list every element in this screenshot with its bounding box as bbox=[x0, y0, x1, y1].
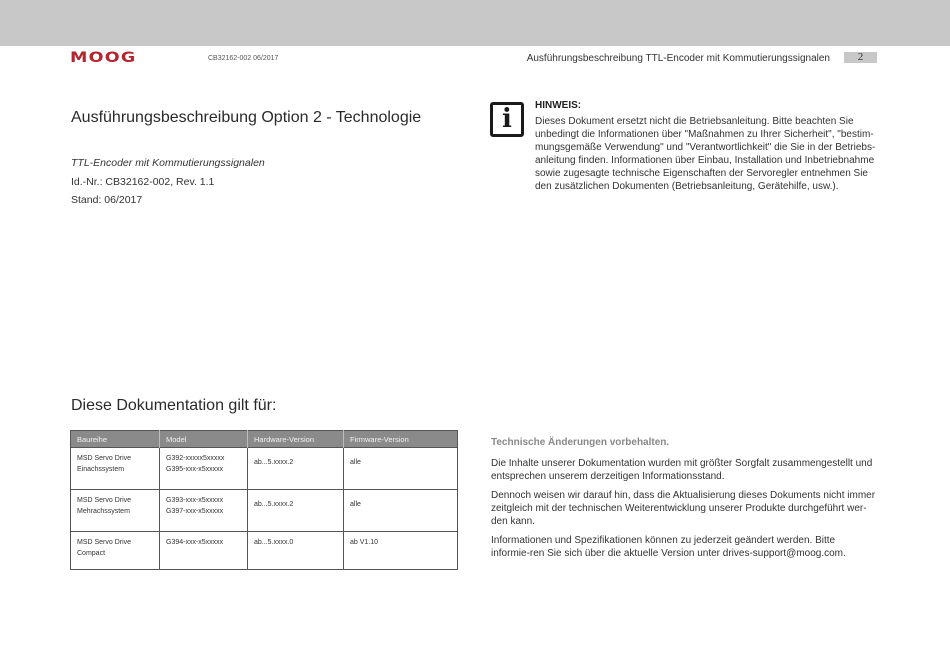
notice-line: mungsgemäße Verwendung" und "Verantwortlichkeit" die Sie in der Betriebs- bbox=[535, 142, 876, 153]
paragraph-line: zeitgleich mit der technischen Weiterentwicklung unserer Produkte durchgeführt wer- bbox=[491, 503, 867, 514]
notice-text bbox=[535, 115, 877, 193]
cell-series bbox=[71, 448, 160, 490]
paragraph-line: Die Inhalte unserer Dokumentation wurden mit größter Sorgfalt zusammengestellt und bbox=[491, 458, 873, 469]
validity-table bbox=[70, 430, 458, 570]
notice-line: unbedingt die Informationen über "Maßnahmen zu Ihrer Sicherheit", "bestim- bbox=[535, 129, 874, 140]
changes-paragraph-2 bbox=[491, 489, 881, 528]
cell-firmware: ab V1.10 bbox=[344, 532, 458, 570]
series-line: Compact bbox=[77, 550, 106, 557]
paragraph-line: entsprechen unserem derzeitigen Informationsstand. bbox=[491, 471, 725, 482]
header-title: Ausführungsbeschreibung TTL-Encoder mit Kommutierungssignalen bbox=[526, 53, 830, 64]
table-row bbox=[71, 448, 458, 490]
notice-line: Dieses Dokument ersetzt nicht die Betriebsanleitung. Bitte beachten Sie bbox=[535, 116, 854, 127]
page-number: 2 bbox=[844, 52, 877, 63]
doc-reference: CB32162-002 06/2017 bbox=[208, 55, 279, 62]
top-bar bbox=[0, 0, 950, 46]
moog-logo: MOOG bbox=[70, 50, 137, 66]
column-header-model: Model bbox=[160, 431, 248, 448]
paragraph-line: den kann. bbox=[491, 516, 535, 527]
changes-heading: Technische Änderungen vorbehalten. bbox=[491, 437, 670, 448]
column-header-hardware: Hardware-Version bbox=[248, 431, 344, 448]
model-line: G393-xxx-x5xxxxx bbox=[166, 497, 224, 504]
cell-model bbox=[160, 448, 248, 490]
notice-line: sowie zugesagte technische Eigenschaften der Servoregler entnehmen Sie bbox=[535, 168, 868, 179]
cell-hardware: ab...5.xxxx.0 bbox=[248, 532, 344, 570]
notice-line: den zusätzlichen Dokumenten (Betriebsanleitung, Gerätehilfe, usw.). bbox=[535, 181, 839, 192]
series-line: MSD Servo Drive bbox=[77, 539, 132, 546]
cell-series bbox=[71, 532, 160, 570]
cell-model bbox=[160, 490, 248, 532]
paragraph-line: Dennoch weisen wir darauf hin, dass die Aktualisierung dieses Dokuments nicht immer bbox=[491, 490, 876, 501]
paragraph-line: informie-ren Sie sich über die aktuelle Version unter drives-support@moog.com. bbox=[491, 548, 846, 559]
document-id: Id.-Nr.: CB32162-002, Rev. 1.1 bbox=[71, 176, 215, 188]
model-line: G395-xxx-x5xxxxx bbox=[166, 466, 224, 473]
cell-series bbox=[71, 490, 160, 532]
cell-model bbox=[160, 532, 248, 570]
info-glyph: i bbox=[502, 104, 512, 134]
document-title: Ausführungsbeschreibung Option 2 - Technologie bbox=[71, 109, 422, 126]
cell-hardware: ab...5.xxxx.2 bbox=[248, 448, 344, 490]
table-row bbox=[71, 490, 458, 532]
cell-hardware: ab...5.xxxx.2 bbox=[248, 490, 344, 532]
changes-paragraph-3 bbox=[491, 534, 881, 560]
series-line: MSD Servo Drive bbox=[77, 455, 132, 462]
notice-label: HINWEIS: bbox=[535, 100, 582, 111]
notice-line: anleitung finden. Informationen über Einbau, Installation und Inbetriebnahme bbox=[535, 155, 875, 166]
model-line: G394-xxx-x5xxxxx bbox=[166, 539, 224, 546]
paragraph-line: Informationen und Spezifikationen können zu jederzeit geändert werden. Bitte bbox=[491, 535, 836, 546]
document-stand: Stand: 06/2017 bbox=[71, 194, 143, 206]
column-header-series: Baureihe bbox=[71, 431, 160, 448]
column-header-firmware: Firmware-Version bbox=[344, 431, 458, 448]
info-icon bbox=[490, 102, 524, 137]
series-line: MSD Servo Drive bbox=[77, 497, 132, 504]
table-row bbox=[71, 532, 458, 570]
table-header-row bbox=[71, 431, 458, 448]
cell-firmware: alle bbox=[344, 490, 458, 532]
changes-paragraph-1 bbox=[491, 457, 881, 483]
validity-heading: Diese Dokumentation gilt für: bbox=[71, 397, 277, 414]
series-line: Einachssystem bbox=[77, 466, 125, 473]
document-subtitle: TTL-Encoder mit Kommutierungssignalen bbox=[71, 157, 265, 169]
model-line: G397-xxx-x5xxxxx bbox=[166, 508, 224, 515]
cell-firmware: alle bbox=[344, 448, 458, 490]
model-line: G392-xxxxx5xxxxx bbox=[166, 455, 225, 462]
series-line: Mehrachssystem bbox=[77, 508, 130, 515]
